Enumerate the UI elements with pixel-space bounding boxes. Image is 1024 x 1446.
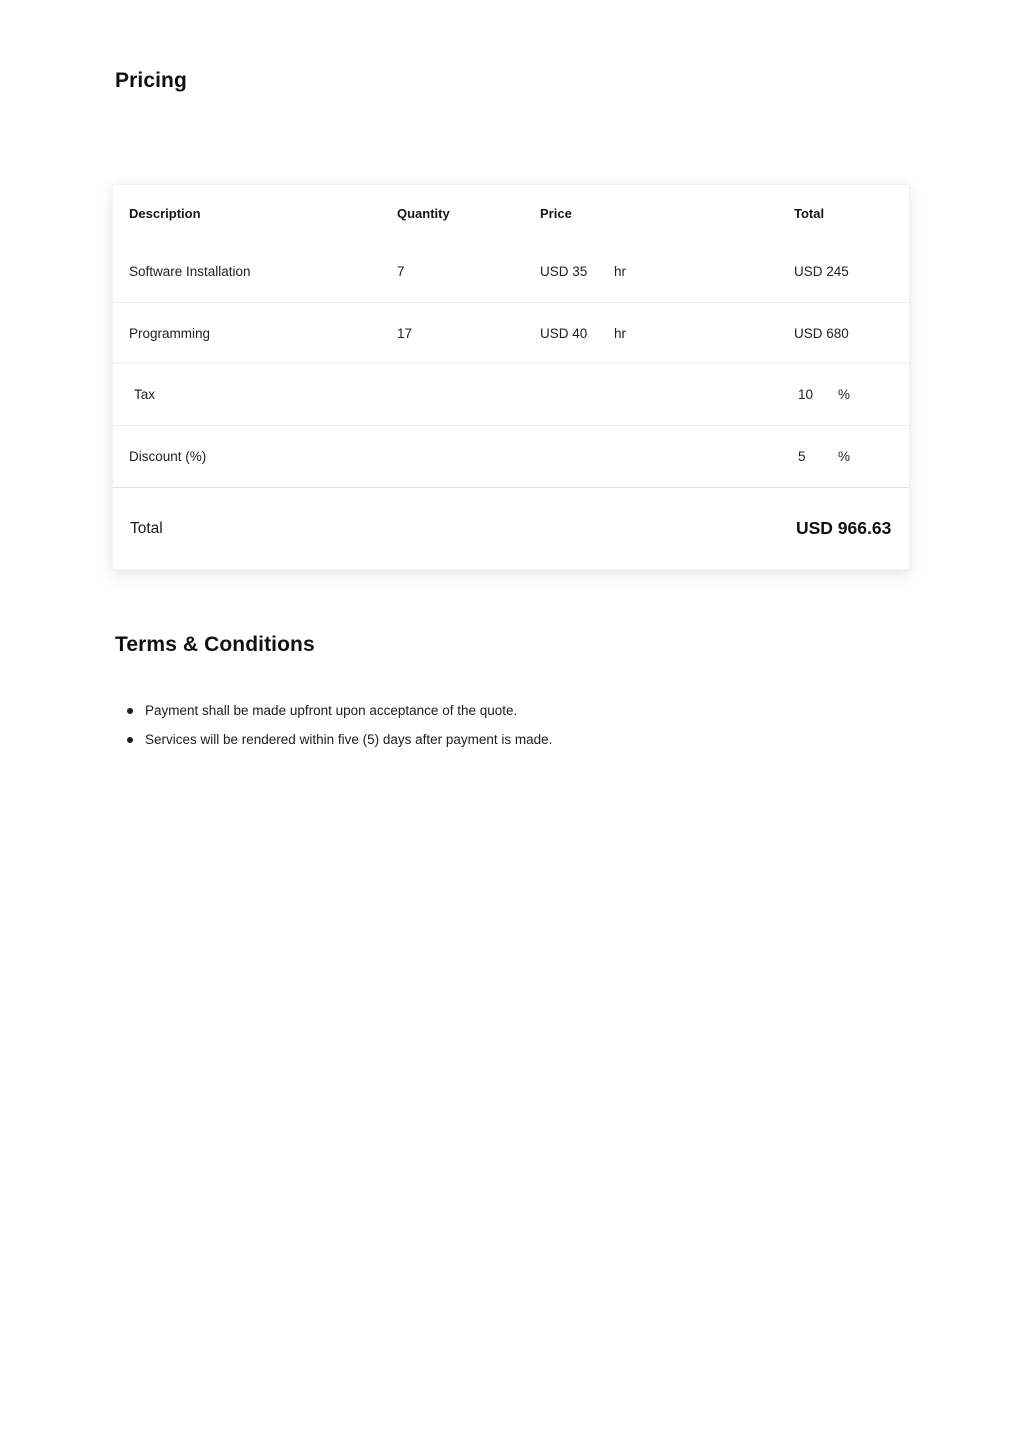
list-item [125,703,825,718]
item-quantity: 17 [397,325,413,341]
discount-unit: % [838,449,851,464]
item-description: Software Installation [129,264,251,279]
column-header-price: Price [540,205,572,221]
item-total: USD 245 [794,264,849,279]
table-row [113,241,909,303]
item-description: Programming [129,325,211,341]
discount-value: 5 [798,449,806,464]
terms-heading: Terms & Conditions [115,633,315,656]
table-row [113,303,909,364]
item-total: USD 680 [794,325,849,341]
grand-total-value: USD 966.63 [796,518,892,538]
bullet-icon [127,708,133,714]
item-price: USD 35 [540,264,588,279]
discount-label: Discount (%) [129,449,207,464]
terms-list [125,703,825,761]
tax-unit: % [838,387,851,402]
terms-item-text: Payment shall be made upfront upon acceptance of the quote. [145,703,518,718]
item-quantity: 7 [397,264,405,279]
table-header-row [113,185,909,241]
item-unit: hr [614,264,627,279]
discount-row [113,426,909,488]
grand-total-label: Total [130,519,163,537]
list-item [125,732,825,747]
tax-value: 10 [798,387,814,402]
grand-total-row [113,488,909,569]
terms-item-text: Services will be rendered within five (5) days after payment is made. [145,732,553,747]
pricing-table [112,184,910,570]
column-header-total: Total [794,205,825,221]
item-unit: hr [614,325,627,341]
column-header-quantity: Quantity [397,205,450,221]
tax-row [113,364,909,426]
item-price: USD 40 [540,325,588,341]
column-header-description: Description [129,205,201,221]
bullet-icon [127,737,133,743]
tax-label: Tax [134,387,156,402]
pricing-heading: Pricing [115,69,187,92]
